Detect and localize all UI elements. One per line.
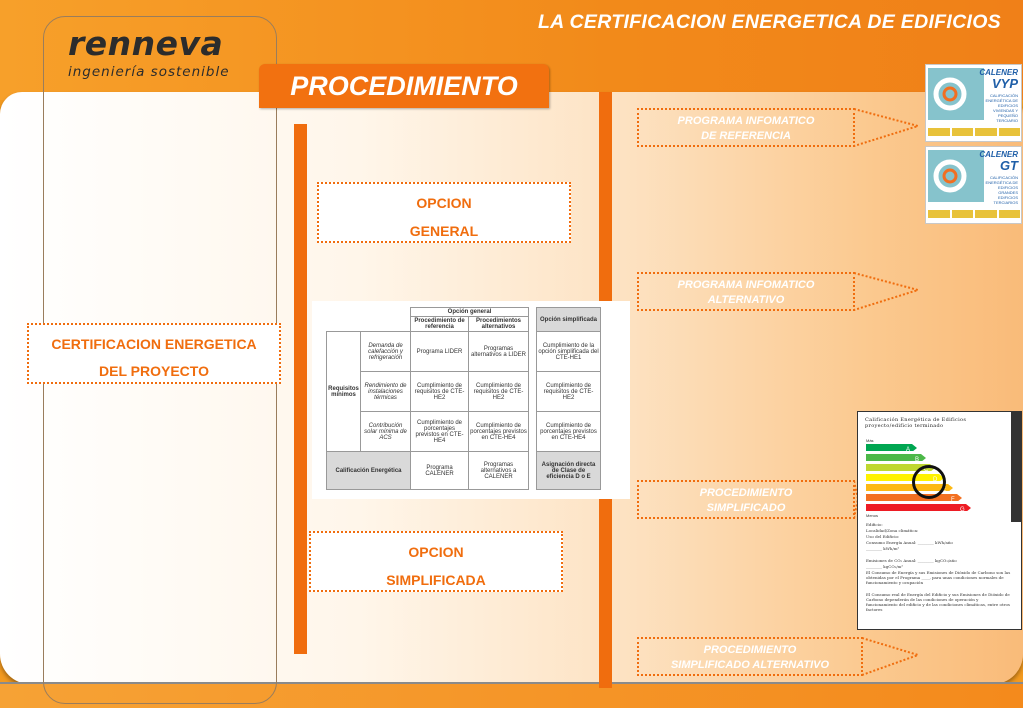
energy-bar-a	[866, 444, 918, 451]
calener-vyp-variant: VYP	[991, 76, 1018, 91]
energy-label-image	[857, 411, 1022, 630]
energy-label-title-line1: Calificación Energética de Edificios	[865, 417, 967, 423]
project-certification-box	[27, 323, 281, 384]
table-row-label: Contribución solar mínima de ACS	[361, 412, 411, 452]
company-logo	[64, 24, 264, 84]
table-col-reference: Procedimiento de referencia	[411, 317, 469, 332]
calener-vyp-desc: CALIFICACIÓN ENERGÉTICA DE EDIFICIOS VIVIENDAS Y PEQUEÑO TERCIARIO	[985, 93, 1018, 123]
energy-label-field: Edificio:	[866, 522, 883, 527]
svg-text:F: F	[951, 497, 955, 501]
energy-label-title-line2: proyecto/edificio terminado	[865, 423, 944, 429]
svg-text:B: B	[915, 457, 920, 461]
left-vertical-bar	[294, 124, 307, 654]
energy-label-field: ________ kgCO₂/m²	[866, 564, 903, 569]
table-row-label: Rendimiento de instalaciones térmicas	[361, 372, 411, 412]
table-row-group: Requisitos mínimos	[327, 332, 361, 452]
requirements-table-image	[312, 301, 630, 499]
energy-label-field: Emisiones de CO₂ Anual: ________ kgCO₂/año	[866, 558, 957, 563]
requirements-table	[326, 307, 601, 490]
calener-gt-desc: CALIFICACIÓN ENERGÉTICA DE EDIFICIOS GRANDES EDIFICIOS TERCIARIOS	[985, 175, 1018, 205]
energy-bar-g	[866, 504, 972, 511]
option-general-line1: OPCION	[416, 195, 472, 211]
calener-vyp-brand: CALENER	[979, 68, 1018, 77]
table-cell: Programa CALENER	[411, 452, 469, 490]
calener-swirl-icon	[928, 68, 984, 120]
program-alternative-line1: PROGRAMA INFOMATICO	[677, 279, 815, 291]
table-cell: Programas alternativos a CALENER	[469, 452, 529, 490]
table-cell: Cumplimiento de porcentajes previstos en CTE-HE4	[469, 412, 529, 452]
program-reference-line2: DE REFERENCIA	[701, 130, 791, 142]
svg-text:A: A	[906, 447, 911, 451]
sponsor-strip	[928, 210, 1020, 220]
page-title: LA CERTIFICACION ENERGETICA DE EDIFICIOS	[537, 11, 1001, 33]
program-alternative-box	[637, 272, 855, 311]
calener-gt-variant: GT	[999, 158, 1018, 173]
energy-label-field: Uso del Edificio:	[866, 534, 900, 539]
table-cell: Cumplimiento de la opción simplificada del CTE-HE1	[537, 332, 601, 372]
svg-text:D: D	[933, 477, 938, 481]
calener-gt-logo	[925, 146, 1022, 224]
svg-text:G: G	[960, 507, 965, 511]
sponsor-strip	[928, 128, 1020, 138]
program-reference-box	[637, 108, 855, 147]
procedure-simplified-alt-box	[637, 637, 863, 676]
table-cell: Cumplimiento de requisitos de CTE-HE2	[537, 372, 601, 412]
svg-text:E: E	[942, 487, 947, 491]
project-certification-line2: DEL PROYECTO	[99, 363, 209, 379]
table-cell: Programas alternativos a LIDER	[469, 332, 529, 372]
table-cell: Cumplimiento de requisitos de CTE-HE2	[469, 372, 529, 412]
table-group-header: Opción general	[411, 308, 529, 317]
energy-label-field: Consumo Energía Anual: ________ kWh/año	[866, 540, 953, 545]
energy-label-field: Localidad/Zona climática:	[866, 528, 919, 533]
table-cell: Cumplimiento de requisitos de CTE-HE2	[411, 372, 469, 412]
table-col-alternative: Procedimientos alternativos	[469, 317, 529, 332]
option-simplified-line1: OPCION	[408, 544, 464, 560]
logo-wordmark: renneva	[68, 24, 224, 63]
calener-vyp-title	[979, 69, 1018, 90]
project-certification-line1: CERTIFICACION ENERGETICA	[51, 336, 257, 352]
procedure-simplified-line1: PROCEDIMIENTO	[699, 487, 793, 499]
arrow-right-icon	[862, 637, 924, 677]
arrow-right-icon	[854, 108, 924, 148]
energy-label-more: Más	[866, 438, 874, 443]
energy-label-less: Menos	[866, 513, 879, 518]
energy-label-title	[865, 417, 966, 429]
section-tab	[259, 64, 549, 108]
procedure-simplified-line2: SIMPLIFICADO	[706, 502, 786, 514]
energy-bar-b	[866, 454, 927, 461]
procedure-simplified-box	[637, 480, 855, 519]
svg-text:C: C	[924, 467, 929, 471]
energy-label-field: ________ kWh/m²	[866, 546, 900, 551]
table-row-label: Demanda de calefacción y refrigeración	[361, 332, 411, 372]
program-alternative-line2: ALTERNATIVO	[707, 294, 785, 306]
energy-bar-f	[866, 494, 963, 501]
calener-gt-title	[979, 151, 1018, 172]
option-simplified-line2: SIMPLIFICADA	[386, 572, 486, 588]
energy-label-field: El Consumo de Energía y sus Emisiones de Dióxido de Carbono son las obtenidas por el Programa ____, para unas condiciones normales de funcionamiento y ocupación	[866, 570, 1011, 585]
calener-gt-brand: CALENER	[979, 150, 1018, 159]
procedure-simplified-alt-line1: PROCEDIMIENTO	[703, 644, 797, 656]
table-cell: Programa LIDER	[411, 332, 469, 372]
table-rating-label: Calificación Energética	[327, 452, 411, 490]
rating-highlight-circle	[912, 465, 946, 499]
arrow-right-icon	[854, 272, 924, 312]
logo-tagline: ingeniería sostenible	[68, 64, 230, 80]
option-simplified-box	[309, 531, 563, 592]
procedure-simplified-alt-line2: SIMPLIFICADO ALTERNATIVO	[670, 659, 830, 671]
option-general-line2: GENERAL	[409, 223, 479, 239]
table-col-simplified: Opción simplificada	[537, 308, 601, 332]
energy-label-field: El Consumo real de Energía del Edificio y sus Emisiones de Dióxido de Carbono dependerán de las condiciones de operación y funcionamiento del edificio y de las condiciones climáticas, entre otros factores	[866, 592, 1010, 612]
energy-label-sidebar	[1011, 412, 1021, 522]
section-tab-label: PROCEDIMIENTO	[290, 71, 518, 101]
calener-swirl-icon	[928, 150, 984, 202]
table-cell: Cumplimiento de porcentajes previstos en CTE-HE4	[537, 412, 601, 452]
program-reference-line1: PROGRAMA INFOMATICO	[677, 115, 815, 127]
table-cell: Cumplimiento de porcentajes previstos en CTE-HE4	[411, 412, 469, 452]
option-general-box	[317, 182, 571, 243]
calener-vyp-logo	[925, 64, 1022, 142]
table-cell: Asignación directa de Clase de eficiencia D o E	[537, 452, 601, 490]
